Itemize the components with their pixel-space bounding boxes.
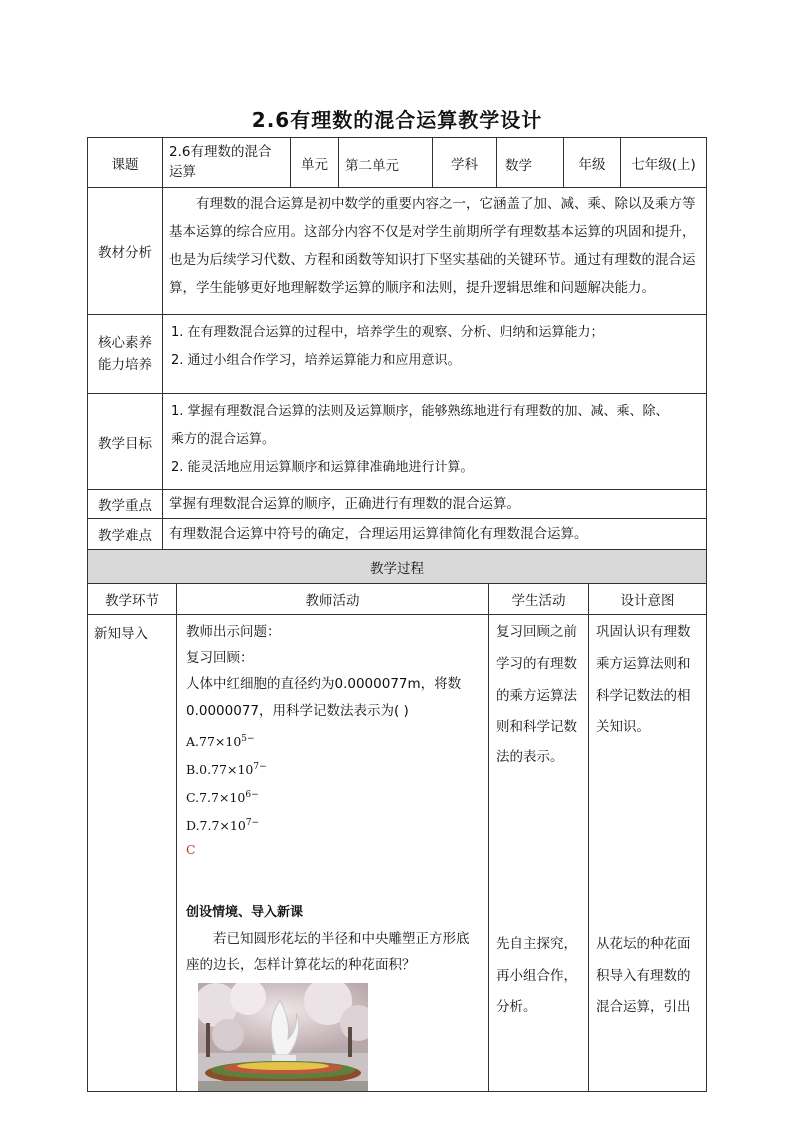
topic-value: 2.6有理数的混合运算: [162, 137, 291, 188]
col-step: 教学环节: [87, 583, 177, 615]
step-cell: [87, 614, 177, 1092]
process-banner: 教学过程: [87, 549, 707, 584]
focus-label: 教学重点: [87, 489, 163, 519]
grade-label: 年级: [563, 137, 621, 188]
option-d: $D.7.7\times 10^{7-}$: [186, 818, 260, 834]
goal-item-2: 2. 能灵活地应用运算顺序和运算律准确地进行计算。: [171, 460, 474, 475]
intent-cell: [588, 614, 707, 1092]
flower-bed-photo: [198, 983, 368, 1091]
question-line-2: 0.0000077，用科学记数法表示为( ): [186, 703, 409, 719]
scene-line-1: 若已知圆形花坛的半径和中央雕塑正方形底: [213, 931, 470, 947]
student-explore-line: 分析。: [496, 999, 537, 1015]
student-review-line: 学习的有理数: [496, 656, 577, 672]
unit-value: 第二单元: [338, 137, 433, 188]
page-title: 2.6有理数的混合运算教学设计: [251, 108, 543, 132]
col-intent: 设计意图: [588, 583, 707, 615]
col-teacher: 教师活动: [176, 583, 489, 615]
intent-explore-line: 从花坛的种花面: [596, 936, 691, 952]
core-list: [162, 314, 707, 394]
intent-explore-line: 混合运算，引出: [596, 999, 691, 1015]
teacher-cell: [176, 614, 489, 1092]
col-student: 学生活动: [488, 583, 589, 615]
intent-review-line: 乘方运算法则和: [596, 656, 691, 672]
grade-value: 七年级(上): [620, 137, 707, 188]
student-review-line: 复习回顾之前: [496, 624, 577, 640]
difficulty-label: 教学难点: [87, 518, 163, 550]
core-label-line1: 核心素养: [98, 335, 152, 351]
core-item: 2. 通过小组合作学习，培养运算能力和应用意识。: [171, 353, 461, 368]
student-cell: [488, 614, 589, 1092]
student-review-line: 法的表示。: [496, 749, 564, 765]
student-explore-line: 先自主探究，: [496, 936, 577, 952]
intent-review-line: 关知识。: [596, 719, 650, 735]
subject-label: 学科: [432, 137, 497, 188]
topic-label: 课题: [87, 137, 163, 188]
intent-review-line: 科学记数法的相: [596, 688, 691, 704]
material-text: 有理数的混合运算是初中数学的重要内容之一，它涵盖了加、减、乘、除以及乘方等基本运算的综合应用。这部分内容不仅是对学生前期所学有理数基本运算的巩固和提升，也是为后续学习代数、方程和函数等知识打下坚实基础的关键环节。通过有理数的混合运算，学生能够更好地理解数学运算的顺序和法则，提升逻辑思维和问题解决能力。: [162, 187, 707, 315]
intent-review-line: 巩固认识有理数: [596, 624, 691, 640]
difficulty-text: 有理数混合运算中符号的确定，合理运用运算律简化有理数混合运算。: [162, 518, 707, 550]
student-review-line: 的乘方运算法: [496, 688, 577, 704]
core-label-line2: 能力培养: [98, 357, 152, 373]
teacher-review: 复习回顾：: [186, 650, 254, 666]
goal-item-1b: 乘方的混合运算。: [171, 432, 276, 447]
material-label: 教材分析: [87, 187, 163, 315]
answer: C: [186, 842, 196, 857]
goals-label: 教学目标: [87, 393, 163, 490]
option-b: $B.0.77\times 10^{7-}$: [186, 762, 267, 778]
question-line-1: 人体中红细胞的直径约为0.0000077m，将数: [186, 676, 462, 692]
core-item: 1. 在有理数混合运算的过程中，培养学生的观察、分析、归纳和运算能力；: [171, 325, 604, 340]
section-heading: 创设情境、导入新课: [186, 905, 304, 920]
goals-list: [162, 393, 707, 490]
option-a: $A.77\times 10^{5-}$: [186, 734, 255, 750]
core-label: [87, 314, 163, 394]
option-c: $C.7.7\times 10^{6-}$: [186, 790, 259, 806]
teacher-intro: 教师出示问题：: [186, 624, 281, 640]
step-label: 新知导入: [94, 626, 148, 642]
subject-value: 数学: [496, 137, 564, 188]
unit-label: 单元: [290, 137, 339, 188]
focus-text: 掌握有理数混合运算的顺序，正确进行有理数的混合运算。: [162, 489, 707, 519]
goal-item-1a: 1. 掌握有理数混合运算的法则及运算顺序，能够熟练地进行有理数的加、减、乘、除、: [171, 404, 669, 419]
scene-line-2: 座的边长，怎样计算花坛的种花面积？: [186, 957, 416, 973]
intent-explore-line: 积导入有理数的: [596, 968, 691, 984]
student-explore-line: 再小组合作，: [496, 968, 577, 984]
student-review-line: 则和科学记数: [496, 719, 577, 735]
